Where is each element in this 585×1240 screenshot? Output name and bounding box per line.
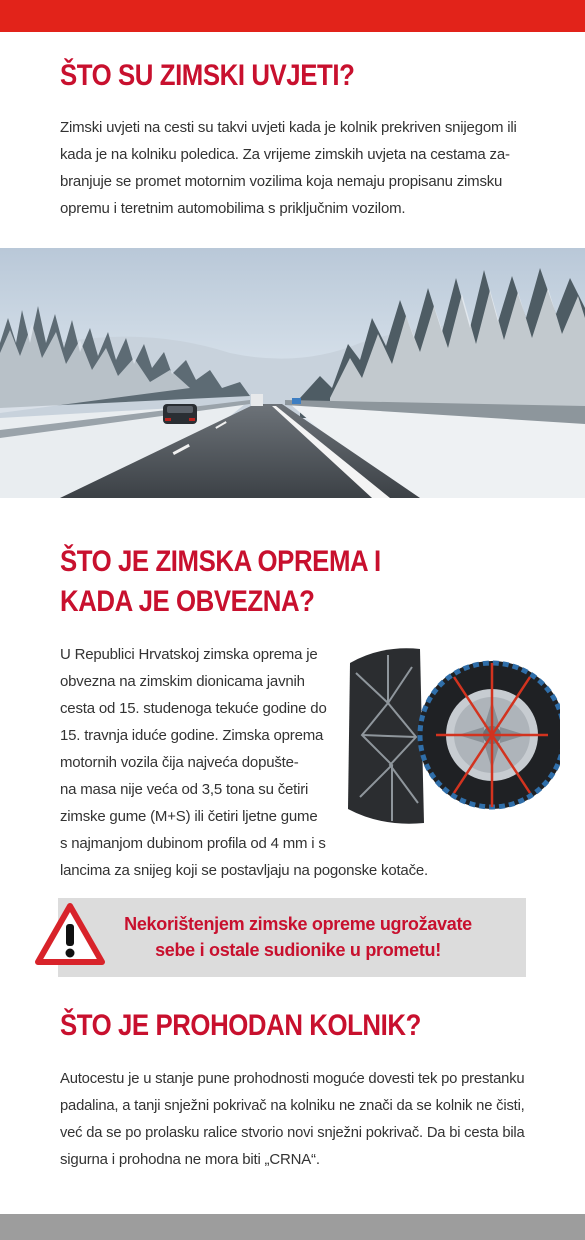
- paragraph-line: već da se po prolasku ralice stvorio novi snježni pokrivač. Da bi cesta bila: [60, 1124, 525, 1141]
- paragraph-line: U Republici Hrvatskoj zimska oprema je: [60, 646, 318, 663]
- paragraph-line: zimske gume (M+S) ili četiri ljetne gume: [60, 808, 318, 825]
- paragraph-line: obvezna na zimskim dionicama javnih: [60, 673, 305, 690]
- snow-chains-tire-image: [342, 643, 560, 828]
- paragraph-line: Zimski uvjeti na cesti su takvi uvjeti kada je kolnik prekriven snijegom ili: [60, 119, 517, 136]
- paragraph-line: motornih vozila čija najveća dopušte-: [60, 754, 299, 771]
- paragraph-line: padalina, a tanji snježni pokrivač na kolniku ne znači da se kolnik ne čisti,: [60, 1097, 525, 1114]
- section-title-winter-equipment-line2: KADA JE OBVEZNA?: [60, 585, 315, 618]
- warning-line: sebe i ostale sudionike u prometu!: [155, 940, 441, 960]
- warning-line: Nekorištenjem zimske opreme ugrožavate: [124, 914, 472, 934]
- warning-message: [88, 911, 508, 963]
- winter-highway-photo: [0, 248, 585, 498]
- paragraph-line: cesta od 15. studenoga tekuće godine do: [60, 700, 327, 717]
- paragraph-line: lancima za snijeg koji se postavljaju na pogonske kotače.: [60, 862, 428, 879]
- section-title-passable-road: ŠTO JE PROHODAN KOLNIK?: [60, 1009, 421, 1042]
- paragraph-line: opremu i teretnim automobilima s priključnim vozilom.: [60, 200, 406, 217]
- paragraph-line: s najmanjom dubinom profila od 4 mm i s: [60, 835, 326, 852]
- paragraph-line: branjuje se promet motornim vozilima koja nemaju propisanu zimsku: [60, 173, 503, 190]
- paragraph-line: Autocestu je u stanje pune prohodnosti moguće dovesti tek po prestanku: [60, 1070, 525, 1087]
- section-title-winter-equipment-line1: ŠTO JE ZIMSKA OPREMA I: [60, 545, 381, 578]
- bottom-gray-bar: [0, 1214, 585, 1240]
- paragraph-line: na masa nije veća od 3,5 tona su četiri: [60, 781, 309, 798]
- paragraph-line: 15. travnja iduće godine. Zimska oprema: [60, 727, 324, 744]
- paragraph-line: sigurna i prohodna ne mora biti „CRNA“.: [60, 1151, 320, 1168]
- paragraph-line: kada je na kolniku poledica. Za vrijeme zimskih uvjeta na cestama za-: [60, 146, 510, 163]
- section-title-winter-conditions: ŠTO SU ZIMSKI UVJETI?: [60, 59, 355, 92]
- top-red-bar: [0, 0, 585, 32]
